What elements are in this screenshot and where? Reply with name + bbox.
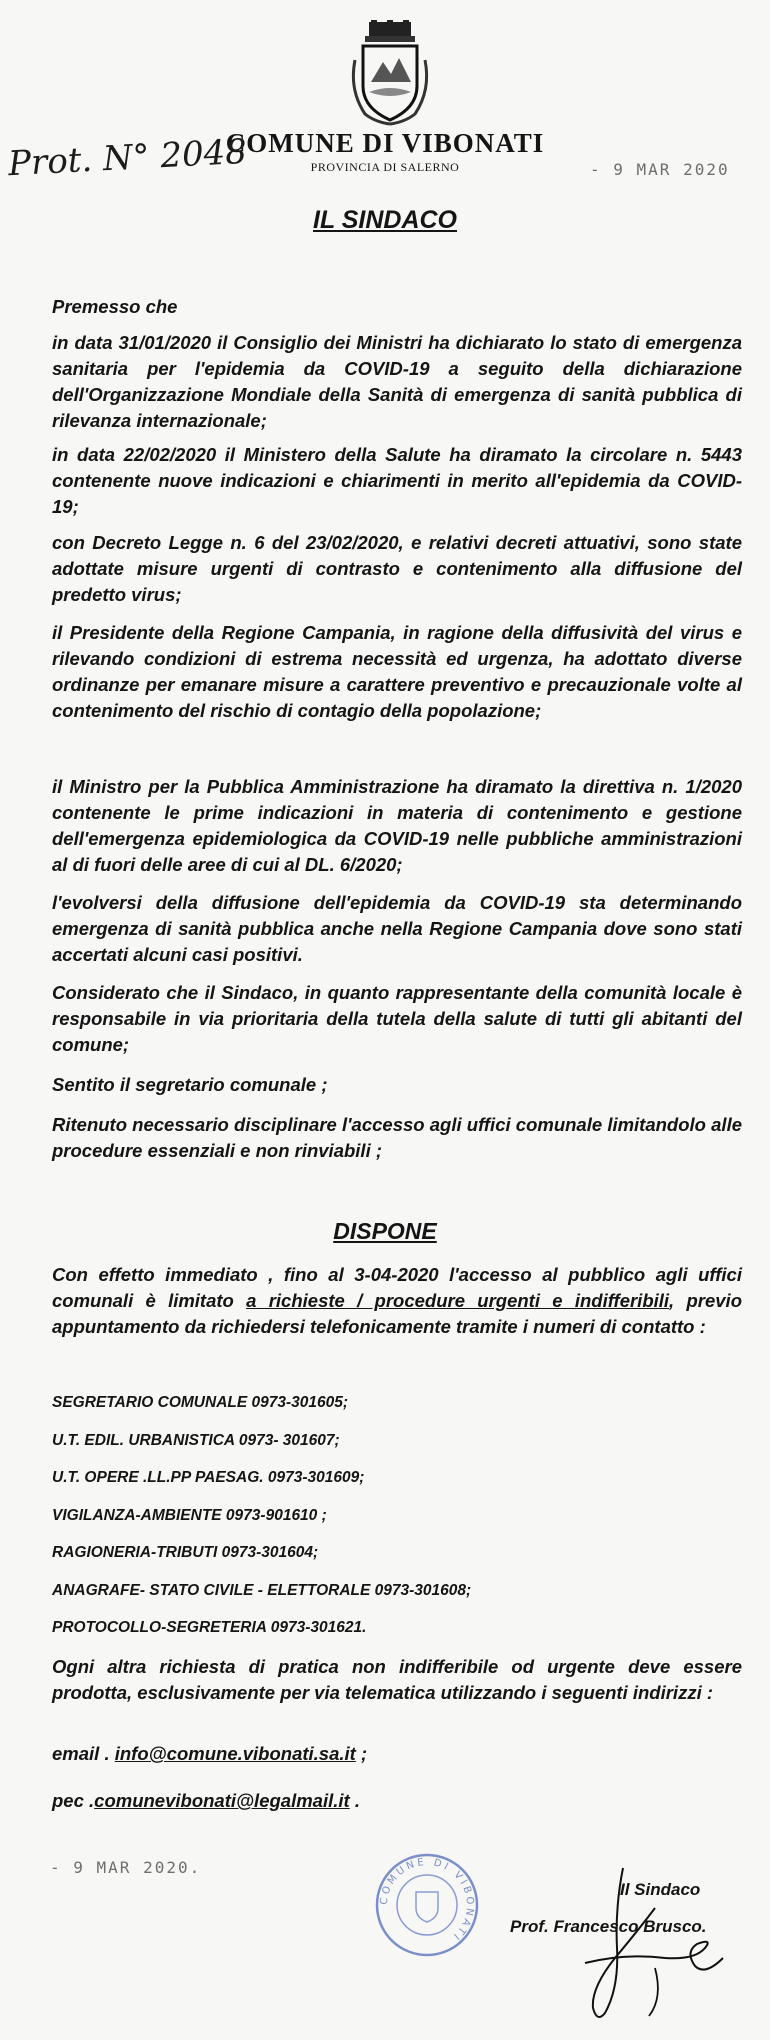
dispone-text-part2: , previo appuntamento da richiedersi telefonicamente tramite i numeri di contatto : bbox=[52, 1290, 742, 1337]
contact-item: PROTOCOLLO-SEGRETERIA 0973-301621. bbox=[52, 1619, 367, 1636]
signature-role: Il Sindaco bbox=[620, 1880, 701, 1899]
premesso-paragraph-1: in data 31/01/2020 il Consiglio dei Ministri ha dichiarato lo stato di emergenza sanitaria per l'epidemia da COVID-19 a seguito della dichiarazione dell'Organizzazione Mondiale della Sanità di emergenza di sanità pubblica di rilevanza internazionale; bbox=[52, 332, 742, 431]
date-stamp-top: - 9 MAR 2020 bbox=[590, 160, 730, 179]
dispone-paragraph bbox=[52, 1262, 742, 1340]
handwritten-signature-icon bbox=[545, 1848, 745, 2028]
contact-item: VIGILANZA-AMBIENTE 0973-901610 ; bbox=[52, 1507, 327, 1524]
signature-name: Prof. Francesco Brusco. bbox=[510, 1917, 707, 1936]
municipal-seal-icon bbox=[372, 1850, 482, 1960]
contact-item: U.T. OPERE .LL.PP PAESAG. 0973-301609; bbox=[52, 1469, 365, 1486]
dispone-heading: DISPONE bbox=[333, 1218, 437, 1244]
premesso-paragraph-4: il Presidente della Regione Campania, in ragione della diffusività del virus e rilevando condizioni di estrema necessità ed urgenza, ha adottato diverse ordinanze per emanare misure a carattere preventivo e precauzionale volte al contenimento del rischio di contagio della popolazione; bbox=[52, 622, 742, 721]
premesso-paragraph-3: con Decreto Legge n. 6 del 23/02/2020, e relativi decreti attuativi, sono state adottate misure urgenti di contrasto e contenimento alla diffusione del predetto virus; bbox=[52, 532, 742, 605]
email-suffix: ; bbox=[355, 1743, 368, 1764]
contact-item: U.T. EDIL. URBANISTICA 0973- 301607; bbox=[52, 1432, 340, 1449]
contact-item: ANAGRAFE- STATO CIVILE - ELETTORALE 0973-301608; bbox=[52, 1582, 472, 1599]
contact-item: SEGRETARIO COMUNALE 0973-301605; bbox=[52, 1394, 349, 1411]
svg-text:COMUNE DI VIBONATI: COMUNE DI VIBONATI bbox=[378, 1856, 476, 1944]
ogni-altra-paragraph: Ogni altra richiesta di pratica non indifferibile od urgente deve essere prodotta, esclusivamente per via telematica utilizzando i seguenti indirizzi : bbox=[52, 1656, 742, 1703]
date-stamp-bottom: - 9 MAR 2020. bbox=[50, 1858, 202, 1877]
provincia-subtitle: PROVINCIA DI SALERNO bbox=[310, 160, 460, 174]
dispone-underlined-text: a richieste / procedure urgenti e indifferibili bbox=[246, 1290, 670, 1311]
email-link[interactable]: info@comune.vibonati.sa.it bbox=[114, 1743, 356, 1764]
protocol-number-handwritten: Prot. N° 2048 bbox=[7, 131, 248, 185]
email-label: email . bbox=[52, 1743, 115, 1764]
pec-link[interactable]: comunevibonati@legalmail.it bbox=[94, 1790, 350, 1811]
premesso-paragraph-6: l'evolversi della diffusione dell'epidemia da COVID-19 sta determinando emergenza di sanità pubblica anche nella Regione Campania dove sono stati accertati alcuni casi positivi. bbox=[52, 892, 742, 965]
ritenuto-paragraph: Ritenuto necessario disciplinare l'accesso agli uffici comunale limitandolo alle procedure essenziali e non rinviabili ; bbox=[52, 1114, 742, 1161]
contact-item: RAGIONERIA-TRIBUTI 0973-301604; bbox=[52, 1544, 319, 1561]
considerato-paragraph: Considerato che il Sindaco, in quanto rappresentante della comunità locale è responsabile in via prioritaria della tutela della salute di tutti gli abitanti del comune; bbox=[52, 982, 742, 1055]
email-line bbox=[52, 1743, 367, 1765]
premesso-paragraph-2: in data 22/02/2020 il Ministero della Salute ha diramato la circolare n. 5443 contenente nuove indicazioni e chiarimenti in merito all'epidemia da COVID-19; bbox=[52, 444, 742, 517]
municipal-crest-icon bbox=[345, 20, 435, 128]
premesso-heading: Premesso che bbox=[52, 296, 178, 317]
comune-title: COMUNE DI VIBONATI bbox=[225, 128, 545, 158]
premesso-paragraph-5: il Ministro per la Pubblica Amministrazione ha diramato la direttiva n. 1/2020 contenente le prime indicazioni in materia di contenimento e gestione dell'emergenza epidemiologica da COVID-19 nelle pubbliche amministrazioni al di fuori delle aree di cui al DL. 6/2020; bbox=[52, 776, 742, 875]
dispone-text-part1: Con effetto immediato , fino al 3-04-2020 l'accesso al pubblico agli uffici comunali è limitato bbox=[52, 1264, 742, 1311]
pec-suffix: . bbox=[349, 1790, 360, 1811]
sentito-paragraph: Sentito il segretario comunale ; bbox=[52, 1074, 328, 1095]
pec-label: pec . bbox=[52, 1790, 95, 1811]
pec-line bbox=[52, 1790, 360, 1812]
document-title: IL SINDACO bbox=[313, 206, 457, 234]
